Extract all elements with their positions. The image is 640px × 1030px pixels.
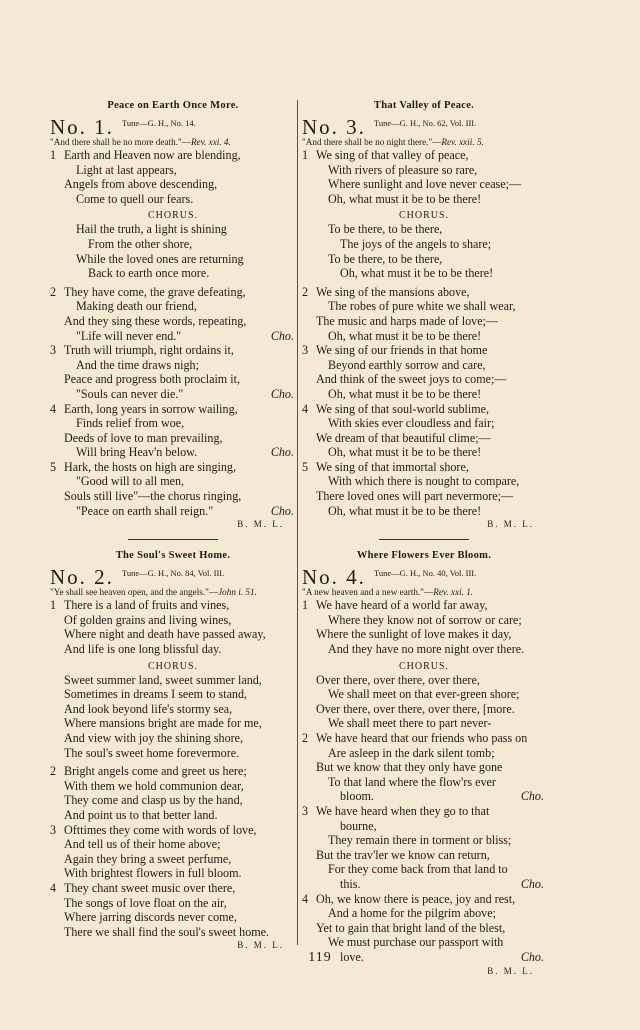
- line-text: this.: [340, 876, 361, 891]
- verse-line: [50, 358, 296, 373]
- verse-line: [302, 489, 546, 504]
- tune-reference: Tune—G. H., No. 40, Vol. III.: [373, 568, 477, 579]
- line-text: We have heard that our friends who pass on: [316, 731, 528, 745]
- epigraph-reference: Rev. xxi. 1.: [433, 587, 474, 598]
- line-text: The soul's sweet home forevermore.: [64, 745, 240, 760]
- verse-line: [50, 793, 296, 808]
- line-text: Oh, what must it be to be there!: [328, 328, 482, 343]
- chorus-cue: Cho.: [520, 876, 544, 891]
- verse-line: [50, 881, 296, 896]
- column-divider: [297, 100, 298, 945]
- hymn-number: No. 4.: [302, 565, 366, 590]
- verse-line: [50, 896, 296, 911]
- line-text: But we know that they only have gone: [316, 760, 503, 775]
- line-text: We have heard of a world far away,: [316, 598, 488, 613]
- line-text: The joys of the angels to share;: [340, 236, 492, 251]
- verse-number: 3: [50, 822, 57, 837]
- line-text: Earth and Heaven now are blending,: [64, 148, 241, 162]
- line-text: love.: [340, 949, 364, 964]
- line-text: And view with joy the shining shore,: [64, 731, 244, 745]
- line-text: Over there, over there, over there, [more.: [316, 701, 515, 716]
- chorus-cue: Cho.: [270, 386, 294, 401]
- line-text: And look beyond life's stormy sea,: [64, 701, 233, 716]
- verse-number: 5: [302, 459, 309, 474]
- verse-line: [302, 613, 546, 628]
- line-text: Truth will triumph, right ordains it,: [64, 343, 234, 358]
- line-text: We sing of that immortal shore,: [316, 459, 469, 474]
- chorus-heading: CHORUS.: [398, 660, 450, 672]
- line-text: "Good will to all men,: [76, 474, 185, 489]
- line-text: And life is one long blissful day.: [64, 642, 222, 657]
- verse-number: 2: [50, 284, 57, 299]
- verse-line: [50, 779, 296, 794]
- verse-line: [302, 148, 546, 163]
- line-text: Finds relief from woe,: [76, 416, 185, 431]
- line-text: With brightest flowers in full bloom.: [64, 866, 242, 881]
- line-text: To that land where the flow'rs ever: [328, 774, 496, 789]
- line-text: Sweet summer land, sweet summer land,: [64, 672, 262, 687]
- verse-line: [302, 731, 546, 746]
- hymn: [302, 550, 546, 977]
- verse-line: [302, 892, 546, 907]
- verse-number: 3: [302, 803, 309, 818]
- verse-line: [50, 731, 296, 746]
- verse-line: [302, 416, 546, 431]
- line-text: We sing of that valley of peace,: [316, 148, 469, 162]
- line-text: Souls still live"—the chorus ringing,: [64, 489, 242, 504]
- line-text: Oh, what must it be to be there!: [340, 266, 494, 281]
- chorus-cue: Cho.: [520, 949, 544, 964]
- verse-line: [50, 716, 296, 731]
- verse-line: [50, 808, 296, 823]
- verse-line: [302, 314, 546, 329]
- hymn-number: No. 2.: [50, 565, 114, 590]
- verse-line: [50, 866, 296, 881]
- verse-line: [50, 852, 296, 867]
- line-text: "Life will never end.": [76, 328, 182, 343]
- verse-number: 4: [50, 401, 57, 416]
- verse-number: 4: [302, 891, 309, 906]
- line-text: Where jarring discords never come,: [64, 910, 237, 925]
- line-text: Hark, the hosts on high are singing,: [64, 459, 236, 474]
- line-text: Earth, long years in sorrow wailing,: [64, 401, 238, 416]
- verse-line: [50, 148, 296, 163]
- verse-line: [302, 804, 546, 819]
- verse-line: [50, 372, 296, 387]
- tune-reference: Tune—G. H., No. 84, Vol. III.: [121, 568, 225, 579]
- line-text: We have heard when they go to that: [316, 803, 490, 818]
- epigraph: [302, 587, 546, 598]
- line-text: With them we hold communion dear,: [64, 778, 244, 793]
- line-text: Deeds of love to man prevailing,: [64, 430, 223, 445]
- line-text: From the other shore,: [88, 236, 193, 251]
- verse-number: 2: [302, 731, 309, 745]
- line-text: Where they know not of sorrow or care;: [328, 612, 522, 627]
- verse-line: [302, 358, 546, 373]
- verse-line: [50, 163, 296, 178]
- left-column: [50, 100, 296, 952]
- verse-line: [302, 402, 546, 417]
- verse-line: [302, 285, 546, 300]
- verse-line: [50, 764, 296, 779]
- verse-line: [50, 627, 296, 642]
- chorus-cue: Cho.: [270, 503, 294, 518]
- line-text: bloom.: [340, 789, 374, 804]
- verse-line: [50, 402, 296, 417]
- line-text: They remain there in torment or bliss;: [328, 833, 512, 848]
- verse-line: [50, 314, 296, 329]
- verse-line: [302, 177, 546, 192]
- line-text: We sing of that soul-world sublime,: [316, 401, 490, 416]
- verse-line: [302, 906, 546, 921]
- verse-line: [302, 252, 546, 267]
- line-text: We dream of that beautiful clime;—: [316, 430, 491, 445]
- line-text: The songs of love float on the air,: [64, 895, 227, 910]
- hymn: [50, 550, 296, 952]
- line-text: And a home for the pilgrim above;: [328, 906, 496, 921]
- line-text: And tell us of their home above;: [64, 837, 221, 852]
- epigraph: [50, 137, 296, 148]
- verse-line: [302, 431, 546, 446]
- line-text: The music and harps made of love;—: [316, 313, 499, 328]
- verse-line: [50, 642, 296, 657]
- verse-number: 1: [302, 148, 309, 162]
- right-column: [302, 100, 546, 978]
- verse-line: [302, 746, 546, 761]
- verse-line: [302, 387, 546, 402]
- line-text: "Peace on earth shall reign.": [76, 503, 214, 518]
- verse-line: [50, 387, 296, 402]
- verse-line: [302, 848, 546, 863]
- line-text: There we shall find the soul's sweet home.: [64, 924, 270, 939]
- verse-number: 1: [50, 598, 57, 613]
- line-text: We shall meet there to part never-: [328, 716, 492, 731]
- line-text: But the trav'ler we know can return,: [316, 847, 490, 862]
- line-text: We sing of the mansions above,: [316, 284, 470, 299]
- verse-line: [50, 299, 296, 314]
- epigraph-text: "And there shall be no night there."—: [302, 137, 442, 147]
- verse-line: [302, 642, 546, 657]
- verse-line: [302, 627, 546, 642]
- verse-line: [302, 474, 546, 489]
- line-text: Angels from above descending,: [64, 177, 218, 192]
- verse-line: [50, 489, 296, 504]
- line-text: And point us to that better land.: [64, 807, 218, 822]
- verse-line: [50, 702, 296, 717]
- verse-line: [302, 237, 546, 252]
- verse-line: [302, 833, 546, 848]
- line-text: And think of the sweet joys to come;—: [316, 372, 507, 387]
- epigraph-reference: John i. 51.: [218, 587, 257, 598]
- verse-line: [302, 504, 546, 519]
- verse-line: [302, 789, 546, 804]
- chorus-cue: Cho.: [520, 789, 544, 804]
- verse-line: [50, 837, 296, 852]
- verse-number: 2: [50, 764, 57, 779]
- tune-reference: Tune—G. H., No. 14.: [121, 118, 196, 128]
- verse-line: [302, 445, 546, 460]
- verse-line: [50, 431, 296, 446]
- hymn: [50, 100, 296, 531]
- line-text: While the loved ones are returning: [76, 251, 244, 266]
- hymn-title: Where Flowers Ever Bloom.: [356, 550, 492, 562]
- verse-number: 4: [302, 401, 309, 416]
- verse-line: [50, 177, 296, 192]
- hymn-title: Peace on Earth Once More.: [107, 100, 239, 111]
- tune-reference: Tune—G. H., No. 62, Vol. III.: [373, 118, 477, 128]
- verse-number: 1: [302, 598, 309, 613]
- verse-line: [50, 266, 296, 281]
- epigraph: [302, 137, 546, 148]
- line-text: Of golden grains and living wines,: [64, 612, 232, 627]
- hymn-header: [302, 117, 546, 137]
- hymn-title: That Valley of Peace.: [373, 100, 475, 111]
- verse-number: 2: [302, 284, 309, 299]
- verse-line: [50, 673, 296, 688]
- verse-line: [302, 372, 546, 387]
- line-text: They chant sweet music over there,: [64, 880, 236, 895]
- verse-number: 3: [302, 343, 309, 358]
- verse-line: [302, 862, 546, 877]
- author-initials: B. M. L.: [487, 519, 534, 530]
- line-text: We shall meet on that ever-green shore;: [328, 687, 520, 702]
- line-text: Hail the truth, a light is shining: [76, 222, 227, 237]
- line-text: And they have no more night over there.: [328, 642, 525, 657]
- epigraph-reference: Rev. xxi. 4.: [190, 137, 231, 147]
- line-text: We must purchase our passport with: [328, 935, 504, 950]
- verse-line: [50, 252, 296, 267]
- line-text: Peace and progress both proclaim it,: [64, 372, 240, 387]
- epigraph-reference: Rev. xxii. 5.: [441, 137, 484, 147]
- author-initials: B. M. L.: [487, 965, 534, 976]
- verse-line: [302, 935, 546, 950]
- verse-line: [50, 598, 296, 613]
- verse-line: [302, 343, 546, 358]
- verse-line: [50, 237, 296, 252]
- verse-line: [302, 877, 546, 892]
- verse-line: [302, 921, 546, 936]
- line-text: Oh, what must it be to be there!: [328, 445, 482, 460]
- chorus-heading: CHORUS.: [398, 210, 450, 222]
- line-text: Oh, what must it be to be there!: [328, 191, 482, 206]
- chorus-cue: Cho.: [270, 445, 294, 460]
- verse-line: [302, 673, 546, 688]
- verse-line: [302, 598, 546, 613]
- verse-line: [50, 504, 296, 519]
- hymn-header: [50, 565, 296, 590]
- line-text: For they come back from that land to: [328, 862, 508, 877]
- epigraph-text: "A new heaven and a new earth."—: [302, 587, 434, 598]
- page-number: 119: [308, 950, 332, 965]
- verse-line: [302, 222, 546, 237]
- line-text: Where sunlight and love never cease;—: [328, 177, 522, 192]
- verse-line: [302, 775, 546, 790]
- line-text: bourne,: [340, 818, 377, 833]
- line-text: To be there, to be there,: [328, 222, 443, 237]
- author-initials: B. M. L.: [237, 519, 284, 530]
- verse-line: [50, 192, 296, 207]
- line-text: There is a land of fruits and vines,: [64, 598, 230, 613]
- verse-line: [302, 819, 546, 834]
- chorus-cue: Cho.: [270, 328, 294, 343]
- hymn-divider: [128, 539, 218, 540]
- line-text: Oh, what must it be to be there!: [328, 386, 482, 401]
- line-text: They come and clasp us by the hand,: [64, 793, 243, 808]
- verse-number: 3: [50, 343, 57, 358]
- verse-line: [50, 474, 296, 489]
- hymn-header: [50, 117, 296, 137]
- line-text: And the time draws nigh;: [76, 357, 199, 372]
- epigraph-text: "And there shall be no more death."—: [50, 137, 191, 147]
- line-text: Come to quell our fears.: [76, 191, 194, 206]
- line-text: Oh, we know there is peace, joy and rest,: [316, 891, 516, 906]
- line-text: Back to earth once more.: [88, 266, 210, 281]
- line-text: Oh, what must it be to be there!: [328, 503, 482, 518]
- hymn-number: No. 1.: [50, 115, 114, 139]
- verse-line: [50, 285, 296, 300]
- epigraph-text: "Ye shall see heaven open, and the angels."—: [50, 587, 219, 598]
- verse-line: [50, 925, 296, 940]
- verse-line: [302, 460, 546, 475]
- line-text: With which there is nought to compare,: [328, 474, 520, 489]
- line-text: Sometimes in dreams I seem to stand,: [64, 687, 248, 702]
- verse-line: [50, 445, 296, 460]
- line-text: And they sing these words, repeating,: [64, 313, 247, 328]
- hymn-header: [302, 565, 546, 590]
- verse-line: [50, 329, 296, 344]
- line-text: Again they bring a sweet perfume,: [64, 851, 232, 866]
- verse-line: [302, 192, 546, 207]
- line-text: There loved ones will part nevermore;—: [316, 489, 514, 504]
- verse-line: [302, 702, 546, 717]
- verse-line: [302, 266, 546, 281]
- verse-line: [50, 416, 296, 431]
- line-text: Where night and death have passed away,: [64, 627, 266, 642]
- line-text: With skies ever cloudless and fair;: [328, 416, 495, 431]
- verse-number: 4: [50, 880, 57, 895]
- hymn-title: The Soul's Sweet Home.: [115, 550, 231, 562]
- line-text: Yet to gain that bright land of the blest,: [316, 920, 506, 935]
- line-text: Will bring Heav'n below.: [76, 445, 198, 460]
- verse-line: [50, 613, 296, 628]
- line-text: Light at last appears,: [76, 162, 177, 177]
- line-text: To be there, to be there,: [328, 251, 443, 266]
- verse-line: [302, 716, 546, 731]
- verse-line: [50, 222, 296, 237]
- line-text: Where mansions bright are made for me,: [64, 716, 262, 731]
- epigraph: [50, 587, 296, 598]
- verse-line: [50, 746, 296, 761]
- verse-line: [50, 910, 296, 925]
- author-initials: B. M. L.: [237, 940, 284, 951]
- chorus-heading: CHORUS.: [147, 660, 199, 672]
- line-text: Beyond earthly sorrow and care,: [328, 357, 486, 372]
- verse-line: [302, 163, 546, 178]
- line-text: Making death our friend,: [76, 299, 197, 314]
- line-text: "Souls can never die.": [76, 386, 184, 401]
- verse-line: [302, 299, 546, 314]
- line-text: Where the sunlight of love makes it day,: [316, 627, 512, 642]
- line-text: Over there, over there, over there,: [316, 672, 480, 687]
- hymn-number: No. 3.: [302, 115, 366, 139]
- line-text: With rivers of pleasure so rare,: [328, 162, 478, 177]
- verse-number: 5: [50, 459, 57, 474]
- verse-line: [302, 329, 546, 344]
- line-text: Ofttimes they come with words of love,: [64, 822, 257, 837]
- line-text: Are asleep in the dark silent tomb;: [328, 745, 495, 760]
- line-text: The robes of pure white we shall wear,: [328, 299, 516, 314]
- verse-line: [50, 823, 296, 838]
- hymn: [302, 100, 546, 531]
- chorus-heading: CHORUS.: [147, 210, 199, 222]
- hymn-divider: [379, 539, 469, 540]
- verse-line: [50, 687, 296, 702]
- verse-line: [50, 460, 296, 475]
- verse-line: [302, 760, 546, 775]
- line-text: They have come, the grave defeating,: [64, 284, 246, 299]
- verse-line: [50, 343, 296, 358]
- line-text: Bright angels come and greet us here;: [64, 764, 247, 779]
- verse-line: [302, 687, 546, 702]
- line-text: We sing of our friends in that home: [316, 343, 488, 358]
- verse-number: 1: [50, 148, 57, 162]
